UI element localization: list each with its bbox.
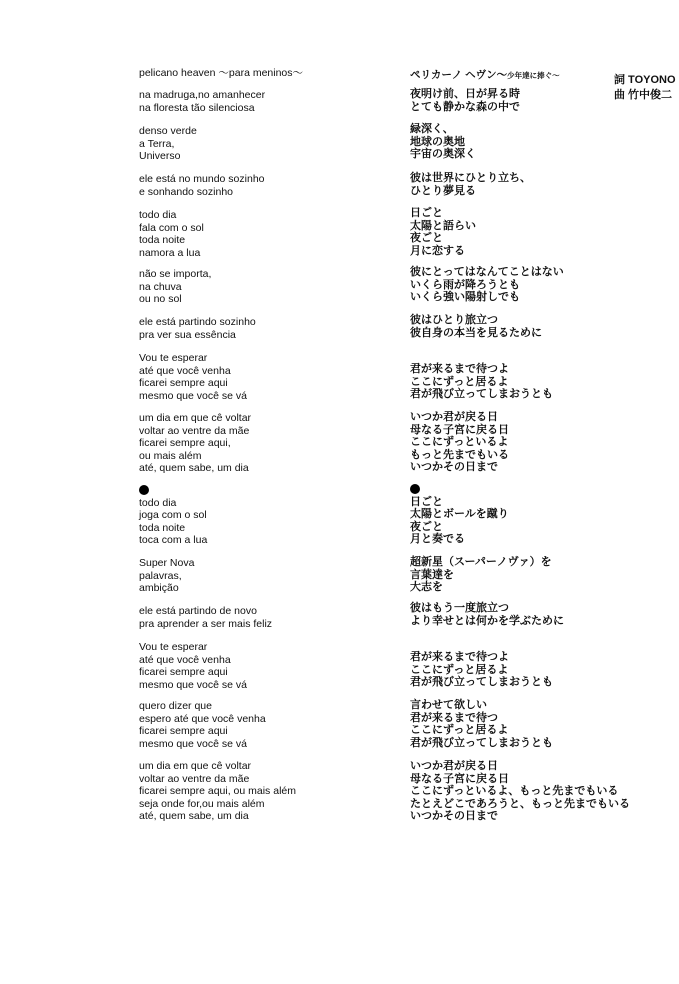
lyric-line: 夜ごと bbox=[410, 520, 443, 533]
lyric-line: いつか君が戻る日 bbox=[410, 411, 498, 423]
lyric-line: e sonhando sozinho bbox=[139, 185, 233, 198]
lyric-line: 君が飛び立ってしまおうとも bbox=[410, 676, 553, 688]
bullet-icon bbox=[410, 484, 420, 494]
lyric-line: ficarei sempre aqui bbox=[139, 725, 228, 737]
lyric-line: espero até que você venha bbox=[139, 712, 266, 725]
portuguese-title: pelicano heaven 〜para meninos〜 bbox=[139, 67, 304, 79]
lyric-line: 彼は世界にひとり立ち、 bbox=[410, 172, 531, 184]
lyric-line: na madruga,no amanhecer bbox=[139, 89, 266, 101]
portuguese-stanza bbox=[139, 125, 197, 163]
lyric-line: いつか君が戻る日 bbox=[410, 760, 498, 772]
lyric-line: Vou te esperar bbox=[139, 352, 208, 364]
section-bullet-icon bbox=[410, 483, 509, 496]
japanese-stanza bbox=[410, 314, 542, 339]
japanese-stanza bbox=[410, 760, 630, 823]
composer-credit: 曲 竹中俊二 bbox=[614, 88, 673, 101]
lyric-line: ele está partindo sozinho bbox=[139, 316, 256, 328]
japanese-stanza bbox=[410, 172, 531, 197]
lyric-line: até que você venha bbox=[139, 364, 231, 377]
lyric-line: ここにずっといるよ bbox=[410, 436, 509, 448]
lyric-line: 彼はひとり旅立つ bbox=[410, 314, 498, 326]
japanese-title-main: ペリカーノ ヘヴン〜 bbox=[410, 69, 508, 81]
lyric-line: ひとり夢見る bbox=[410, 184, 476, 197]
japanese-stanza bbox=[410, 88, 520, 113]
lyric-line: seja onde for,ou mais além bbox=[139, 797, 265, 810]
lyric-line: 地球の奥地 bbox=[410, 135, 465, 148]
lyric-line: 言わせて欲しい bbox=[410, 699, 487, 711]
lyric-line: na floresta tão silenciosa bbox=[139, 101, 255, 114]
japanese-stanza bbox=[410, 602, 564, 627]
lyric-line: toca com a lua bbox=[139, 534, 208, 546]
portuguese-stanza bbox=[139, 412, 251, 475]
lyric-line: até, quem sabe, um dia bbox=[139, 810, 249, 822]
japanese-stanza bbox=[410, 556, 552, 594]
lyric-line: 彼自身の本当を見るために bbox=[410, 326, 542, 339]
lyric-line: 宇宙の奥深く bbox=[410, 148, 476, 160]
lyric-line: ここにずっと居るよ bbox=[410, 663, 509, 676]
lyric-line: 月と奏でる bbox=[410, 533, 465, 545]
lyric-line: todo dia bbox=[139, 496, 177, 509]
lyric-line: Vou te esperar bbox=[139, 641, 208, 653]
lyric-line: na chuva bbox=[139, 280, 182, 293]
lyric-line: até que você venha bbox=[139, 653, 231, 666]
lyric-line: いくら強い陽射しでも bbox=[410, 291, 520, 303]
lyric-line: たとえどこであろうと、もっと先までもいる bbox=[410, 797, 630, 810]
lyric-line: palavras, bbox=[139, 569, 182, 582]
lyric-line: toda noite bbox=[139, 234, 186, 246]
lyric-line: 太陽と語らい bbox=[410, 219, 476, 232]
lyric-line: pra aprender a ser mais feliz bbox=[139, 617, 273, 630]
japanese-stanza bbox=[410, 483, 509, 546]
section-bullet-icon bbox=[139, 484, 207, 497]
portuguese-stanza bbox=[139, 89, 265, 114]
lyric-line: 言葉達を bbox=[410, 568, 454, 581]
portuguese-stanza bbox=[139, 209, 204, 259]
portuguese-stanza bbox=[139, 173, 265, 198]
lyric-line: 月に恋する bbox=[410, 244, 465, 257]
lyric-line: ここにずっと居るよ bbox=[410, 724, 509, 736]
lyric-line: 君が来るまで待つよ bbox=[410, 363, 509, 375]
lyric-line: joga com o sol bbox=[139, 509, 207, 521]
portuguese-stanza bbox=[139, 316, 256, 341]
lyric-line: ele está no mundo sozinho bbox=[139, 173, 265, 185]
lyric-line: ficarei sempre aqui, bbox=[139, 437, 231, 449]
lyric-line: 母なる子宮に戻る日 bbox=[410, 423, 509, 436]
lyric-line: ここにずっといるよ、もっと先までもいる bbox=[410, 785, 619, 797]
lyric-line: voltar ao ventre da mãe bbox=[139, 424, 250, 437]
portuguese-stanza bbox=[139, 700, 266, 750]
portuguese-stanza bbox=[139, 605, 272, 630]
lyric-line: ficarei sempre aqui, ou mais além bbox=[139, 785, 296, 797]
lyric-line: 超新星（スーパーノヴァ）を bbox=[410, 556, 552, 568]
lyric-line: voltar ao ventre da mãe bbox=[139, 772, 250, 785]
lyric-line: 彼はもう一度旅立つ bbox=[410, 602, 509, 614]
lyric-line: ele está partindo de novo bbox=[139, 605, 257, 617]
credits bbox=[614, 73, 678, 102]
lyricist-credit: 詞 TOYONO bbox=[614, 74, 676, 86]
lyric-line: 彼にとってはなんてことはない bbox=[410, 266, 564, 278]
lyric-line: fala com o sol bbox=[139, 221, 204, 234]
lyric-line: mesmo que você se vá bbox=[139, 389, 247, 402]
lyric-line: いつかその日まで bbox=[410, 810, 498, 822]
lyric-line: toda noite bbox=[139, 521, 186, 534]
japanese-stanza bbox=[410, 123, 476, 161]
lyric-line: mesmo que você se vá bbox=[139, 737, 247, 750]
lyric-line: quero dizer que bbox=[139, 700, 212, 712]
lyric-line: ou no sol bbox=[139, 293, 182, 305]
lyric-line: ここにずっと居るよ bbox=[410, 375, 509, 388]
lyric-line: 太陽とボールを蹴り bbox=[410, 508, 509, 520]
lyric-line: denso verde bbox=[139, 125, 197, 137]
japanese-stanza bbox=[410, 411, 509, 474]
portuguese-stanza bbox=[139, 760, 296, 823]
lyric-line: 君が飛び立ってしまおうとも bbox=[410, 388, 553, 400]
lyric-line: ou mais além bbox=[139, 449, 202, 462]
portuguese-stanza bbox=[139, 557, 194, 595]
lyric-line: より幸せとは何かを学ぶために bbox=[410, 614, 564, 627]
japanese-stanza bbox=[410, 699, 553, 749]
japanese-stanza bbox=[410, 266, 564, 304]
lyric-line: もっと先までもいる bbox=[410, 448, 509, 461]
lyric-line: até, quem sabe, um dia bbox=[139, 462, 249, 474]
portuguese-stanza bbox=[139, 268, 211, 306]
lyric-line: Universo bbox=[139, 150, 181, 162]
lyric-line: um dia em que cê voltar bbox=[139, 412, 252, 424]
lyric-line: não se importa, bbox=[139, 268, 212, 280]
japanese-stanza bbox=[410, 207, 476, 257]
lyric-line: 日ごと bbox=[410, 207, 443, 219]
lyric-line: 夜明け前、日が昇る時 bbox=[410, 88, 520, 100]
lyric-line: 君が飛び立ってしまおうとも bbox=[410, 736, 553, 749]
japanese-stanza bbox=[410, 363, 553, 401]
japanese-stanza bbox=[410, 651, 553, 689]
lyric-line: 大志を bbox=[410, 581, 443, 593]
bullet-icon bbox=[139, 485, 149, 495]
lyric-line: ficarei sempre aqui bbox=[139, 666, 228, 678]
lyric-line: ambição bbox=[139, 582, 179, 594]
lyric-line: um dia em que cê voltar bbox=[139, 760, 252, 772]
lyric-line: todo dia bbox=[139, 209, 177, 221]
lyric-line: mesmo que você se vá bbox=[139, 678, 247, 691]
portuguese-stanza bbox=[139, 641, 247, 691]
lyric-line: Super Nova bbox=[139, 557, 195, 569]
lyric-line: namora a lua bbox=[139, 246, 201, 259]
lyric-line: a Terra, bbox=[139, 137, 175, 150]
lyric-line: 君が来るまで待つ bbox=[410, 711, 498, 724]
lyric-line: とても静かな森の中で bbox=[410, 100, 520, 113]
japanese-title bbox=[410, 67, 560, 82]
japanese-title-sub: 少年達に捧ぐ〜 bbox=[507, 71, 560, 80]
lyric-line: いつかその日まで bbox=[410, 461, 498, 473]
lyric-line: 緑深く、 bbox=[410, 123, 454, 135]
portuguese-stanza bbox=[139, 352, 247, 402]
lyric-line: 日ごと bbox=[410, 495, 443, 508]
lyric-line: ficarei sempre aqui bbox=[139, 377, 228, 389]
lyric-line: 母なる子宮に戻る日 bbox=[410, 772, 509, 785]
lyric-line: いくら雨が降ろうとも bbox=[410, 278, 520, 291]
lyric-line: 夜ごと bbox=[410, 232, 443, 244]
lyric-line: pra ver sua essência bbox=[139, 328, 236, 341]
portuguese-stanza bbox=[139, 484, 207, 547]
lyric-line: 君が来るまで待つよ bbox=[410, 651, 509, 663]
